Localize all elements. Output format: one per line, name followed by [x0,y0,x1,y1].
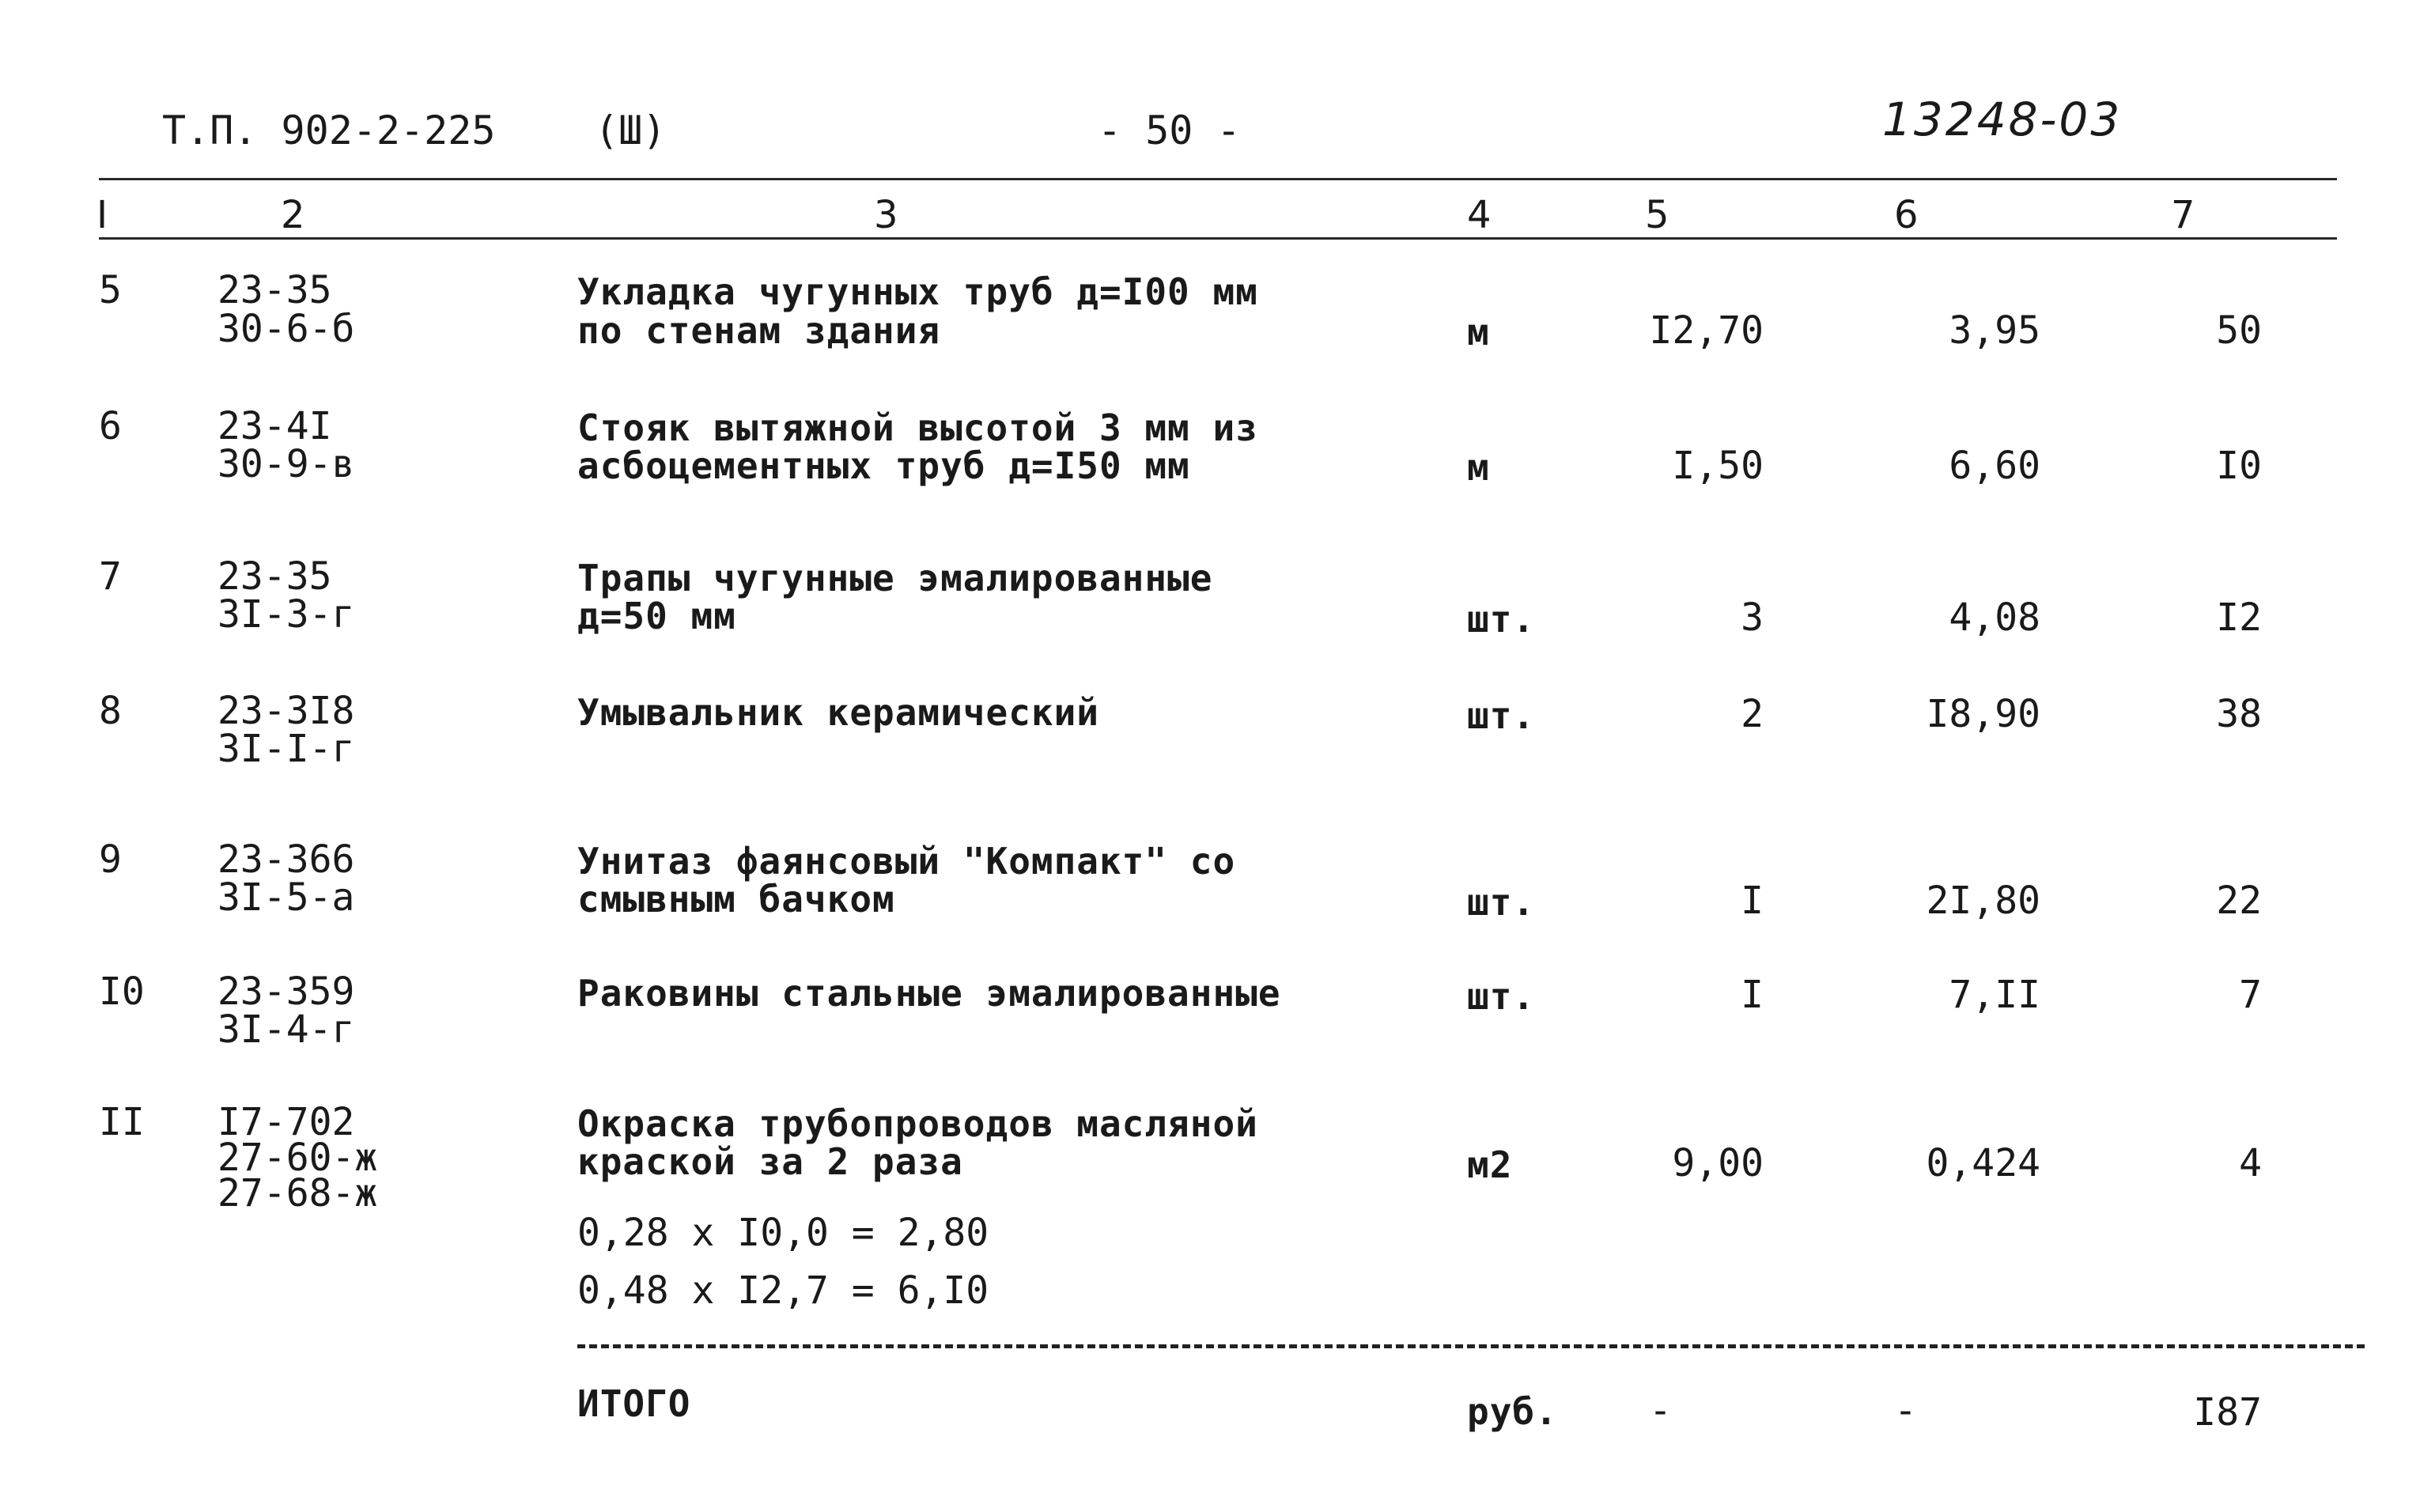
unit: шт. [1467,694,1536,737]
total-quantity: - [1649,1389,1672,1433]
rate-code: 23-3I8 [217,689,355,733]
unit-price: 7,II [1949,973,2040,1017]
page-number: - 50 - [1098,108,1241,153]
unit-price: 2I,80 [1926,879,2040,923]
work-description: асбоцементных труб д=I50 мм [577,444,1190,487]
grand-total: I87 [2193,1390,2262,1435]
quantity: I2,70 [1649,308,1764,353]
row-number: 5 [99,268,122,312]
work-description: Умывальник керамический [577,691,1099,734]
rate-code: 23-366 [217,837,355,882]
work-description: Стояк вытяжной высотой 3 мм из [577,406,1258,449]
row-number: 9 [99,837,122,882]
work-description: д=50 мм [577,595,736,637]
rate-code: 23-4I [217,404,332,448]
quantity: I [1741,879,1764,923]
quantity: 2 [1741,692,1764,736]
total-cost: I2 [2216,595,2262,640]
rate-code: 3I-I-г [217,727,355,771]
column-number-7: 7 [2171,193,2195,237]
rate-code: 30-9-в [217,442,355,486]
calculation-line: 0,28 х I0,0 = 2,80 [577,1211,989,1255]
quantity: 9,00 [1672,1141,1764,1185]
work-description: краской за 2 раза [577,1140,963,1183]
row-number: II [99,1100,145,1144]
section-mark: (Ш) [595,108,667,153]
rate-code: 30-6-б [217,307,355,351]
total-cost: 38 [2216,692,2262,736]
rate-code: 3I-5-а [217,875,355,920]
work-description: Укладка чугунных труб д=I00 мм [577,270,1258,313]
unit-price: 6,60 [1949,444,2040,488]
top-rule [99,178,2337,180]
total-label: ИТОГО [577,1382,691,1425]
project-code: Т.П. 902-2-225 [162,108,496,153]
total-unit-price: - [1894,1389,1917,1433]
unit: шт. [1467,881,1536,924]
rate-code: 3I-4-г [217,1007,355,1052]
unit-price: 0,424 [1926,1141,2040,1185]
total-cost: 22 [2216,879,2262,923]
work-description: Раковины стальные эмалированные [577,972,1281,1015]
rate-code: 23-359 [217,970,355,1014]
rate-code: 27-68-ж [217,1171,378,1215]
unit: шт. [1467,975,1536,1018]
row-number: 7 [99,554,122,599]
unit: м [1467,311,1490,353]
unit-price: I8,90 [1926,692,2040,736]
rate-code: 3I-3-г [217,592,355,637]
work-description: Трапы чугунные эмалированные [577,557,1213,599]
row-number: I0 [99,970,145,1014]
work-description: по стенам здания [577,309,941,352]
column-header-rule [99,237,2337,240]
work-description: Окраска трубопроводов масляной [577,1102,1258,1145]
column-number-6: 6 [1894,193,1919,237]
total-cost: 50 [2216,308,2262,353]
row-number: 8 [99,689,122,733]
total-cost: I0 [2216,444,2262,488]
quantity: I [1741,973,1764,1017]
column-number-1: I [96,193,108,237]
document-number: 13248-03 [1882,93,2123,146]
column-number-4: 4 [1467,193,1492,237]
work-description: смывным бачком [577,878,895,920]
rate-code: 27-60-ж [217,1136,378,1180]
total-unit: руб. [1467,1390,1558,1433]
unit: м [1467,446,1490,489]
rate-code: 23-35 [217,554,332,599]
work-description: Унитаз фаянсовый "Компакт" со [577,840,1236,883]
unit-price: 4,08 [1949,595,2040,640]
total-separator [577,1344,2365,1348]
quantity: 3 [1741,595,1764,640]
column-number-5: 5 [1645,193,1669,237]
total-cost: 7 [2239,973,2262,1017]
rate-code: I7-702 [217,1100,355,1144]
column-number-2: 2 [281,193,305,237]
quantity: I,50 [1672,444,1764,488]
unit: м2 [1467,1143,1513,1186]
unit-price: 3,95 [1949,308,2040,353]
calculation-line: 0,48 х I2,7 = 6,I0 [577,1268,989,1313]
unit: шт. [1467,598,1536,641]
total-cost: 4 [2239,1141,2262,1185]
column-number-3: 3 [874,193,898,237]
row-number: 6 [99,404,122,448]
rate-code: 23-35 [217,268,332,312]
